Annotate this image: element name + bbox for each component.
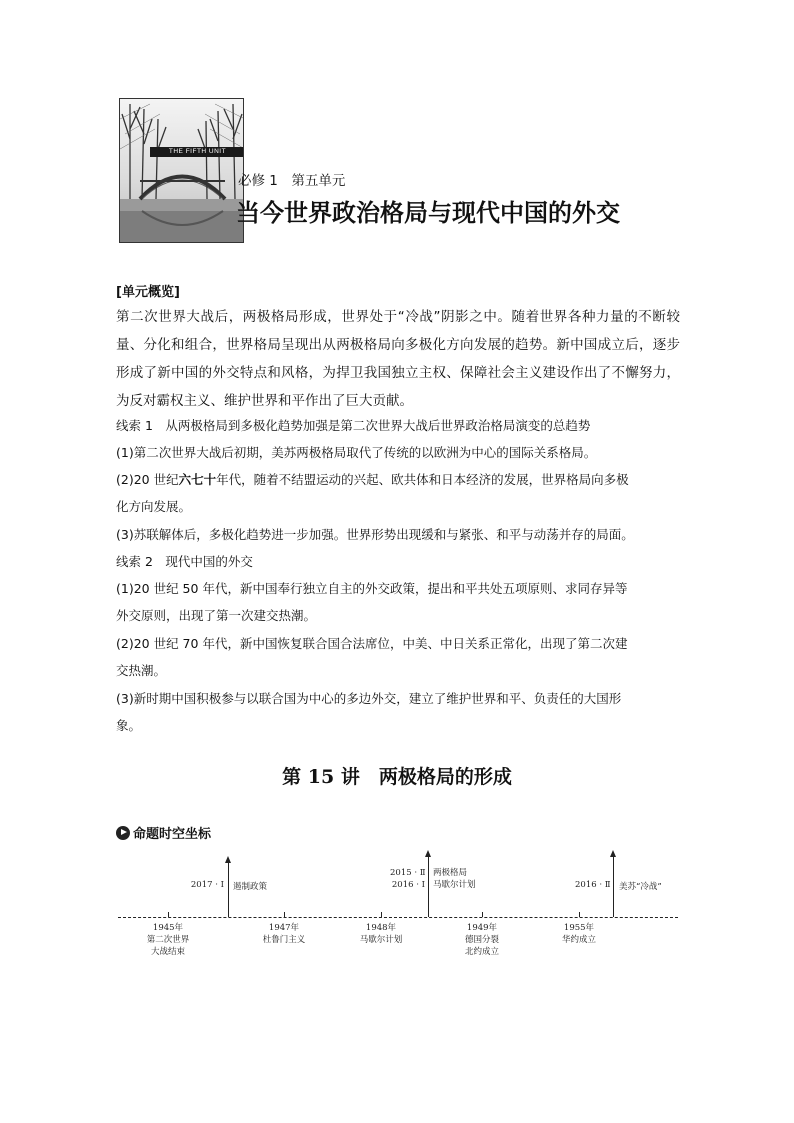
timeline-exam-arrow	[428, 856, 429, 917]
timeline-exam-arrow	[228, 862, 229, 917]
clue2-item3-line1: (3)新时期中国积极参与以联合国为中心的多边外交，建立了维护世界和平、负责任的大国形	[116, 691, 622, 706]
clue1-item2-bold: 六七十	[178, 472, 217, 487]
play-circle-icon	[116, 826, 130, 840]
clue2-item1-line1: (1)20 世纪 50 年代，新中国奉行独立自主的外交政策，提出和平共处五项原则、求同存异等	[116, 581, 628, 596]
timeline-tick	[381, 912, 382, 917]
timeline-event-1949: 1949年 德国分裂 北约成立	[464, 923, 499, 957]
timeline-tick	[168, 912, 169, 917]
timeline-event-1955: 1955年 华约成立	[561, 923, 596, 945]
timeline-axis	[118, 917, 678, 918]
arrow-up-icon	[225, 856, 231, 863]
clue2-item1-line2: 外交原则，出现了第一次建交热潮。	[116, 608, 317, 623]
clue2-item2-line2: 交热潮。	[116, 663, 167, 678]
timeline-event-1947: 1947年 杜鲁门主义	[262, 923, 306, 945]
timeline-heading	[116, 823, 211, 842]
exam-year-label: 2015 · Ⅱ 2016 · Ⅰ	[390, 868, 426, 890]
clue1-item2-line1	[116, 466, 682, 494]
arrow-up-icon	[610, 850, 616, 857]
unit-subtitle: 必修 1 第五单元	[238, 173, 346, 189]
clue1-title: 线索 1 从两极格局到多极化趋势加强是第二次世界大战后世界政治格局演变的总趋势	[116, 418, 591, 433]
timeline-tick	[579, 912, 580, 917]
timeline-tick	[284, 912, 285, 917]
timeline-exam-arrow	[613, 856, 614, 917]
clue2-title: 线索 2 现代中国的外交	[116, 554, 253, 569]
unit-title: 当今世界政治格局与现代中国的外交	[236, 199, 620, 227]
exam-year-label: 2016 · Ⅱ	[575, 880, 611, 890]
overview-paragraph	[116, 303, 680, 415]
timeline-heading-text: 命题时空坐标	[133, 827, 212, 842]
unit-cover-image	[119, 98, 244, 243]
clue1-item3: (3)苏联解体后，多极化趋势进一步加强。世界形势出现缓和与紧张、和平与动荡并存的局面。	[116, 527, 634, 542]
unit-caption-banner: THE FIFTH UNIT	[150, 147, 244, 157]
exam-year-label: 2017 · Ⅰ	[190, 880, 224, 890]
timeline-event-1948: 1948年 马歇尔计划	[359, 923, 403, 945]
exam-topic-label: 两极格局 马歇尔计划	[433, 868, 476, 890]
clue1-item1: (1)第二次世界大战后初期，美苏两极格局取代了传统的以欧洲为中心的国际关系格局。	[116, 445, 597, 460]
arrow-up-icon	[425, 850, 431, 857]
clue1-item2-rest: 年代，随着不结盟运动的兴起、欧共体和日本经济的发展，世界格局向多极	[216, 472, 629, 487]
clue2-item2-line1: (2)20 世纪 70 年代，新中国恢复联合国合法席位，中美、中日关系正常化，出现了第二次建	[116, 636, 628, 651]
lecture-title: 第 15 讲 两极格局的形成	[282, 766, 512, 788]
clue1-item2-prefix: (2)20 世纪	[116, 472, 179, 487]
overview-heading: [单元概览]	[116, 285, 180, 300]
clue2-item3-line2: 象。	[116, 718, 142, 733]
timeline-tick	[482, 912, 483, 917]
timeline-event-1945: 1945年 第二次世界 大战结束	[146, 923, 190, 957]
exam-topic-label: 遏制政策	[233, 882, 268, 892]
overview-text: 第二次世界大战后，两极格局形成，世界处于“冷战”阴影之中。随着世界各种力量的不断较量、分化和组合，世界格局呈现出从两极格局向多极化方向发展的趋势。新中国成立后，逐步形成了新中国的外交特点和风格，为捍卫我国独立主权、保障社会主义建设作出了不懈努力，为反对霸权主义、维护世界和平作出了巨大贡献。	[116, 309, 680, 409]
bridge-trees-illustration	[120, 99, 244, 243]
clue1-item2-line2: 化方向发展。	[116, 499, 192, 514]
exam-topic-label: 美苏“冷战”	[619, 882, 662, 892]
